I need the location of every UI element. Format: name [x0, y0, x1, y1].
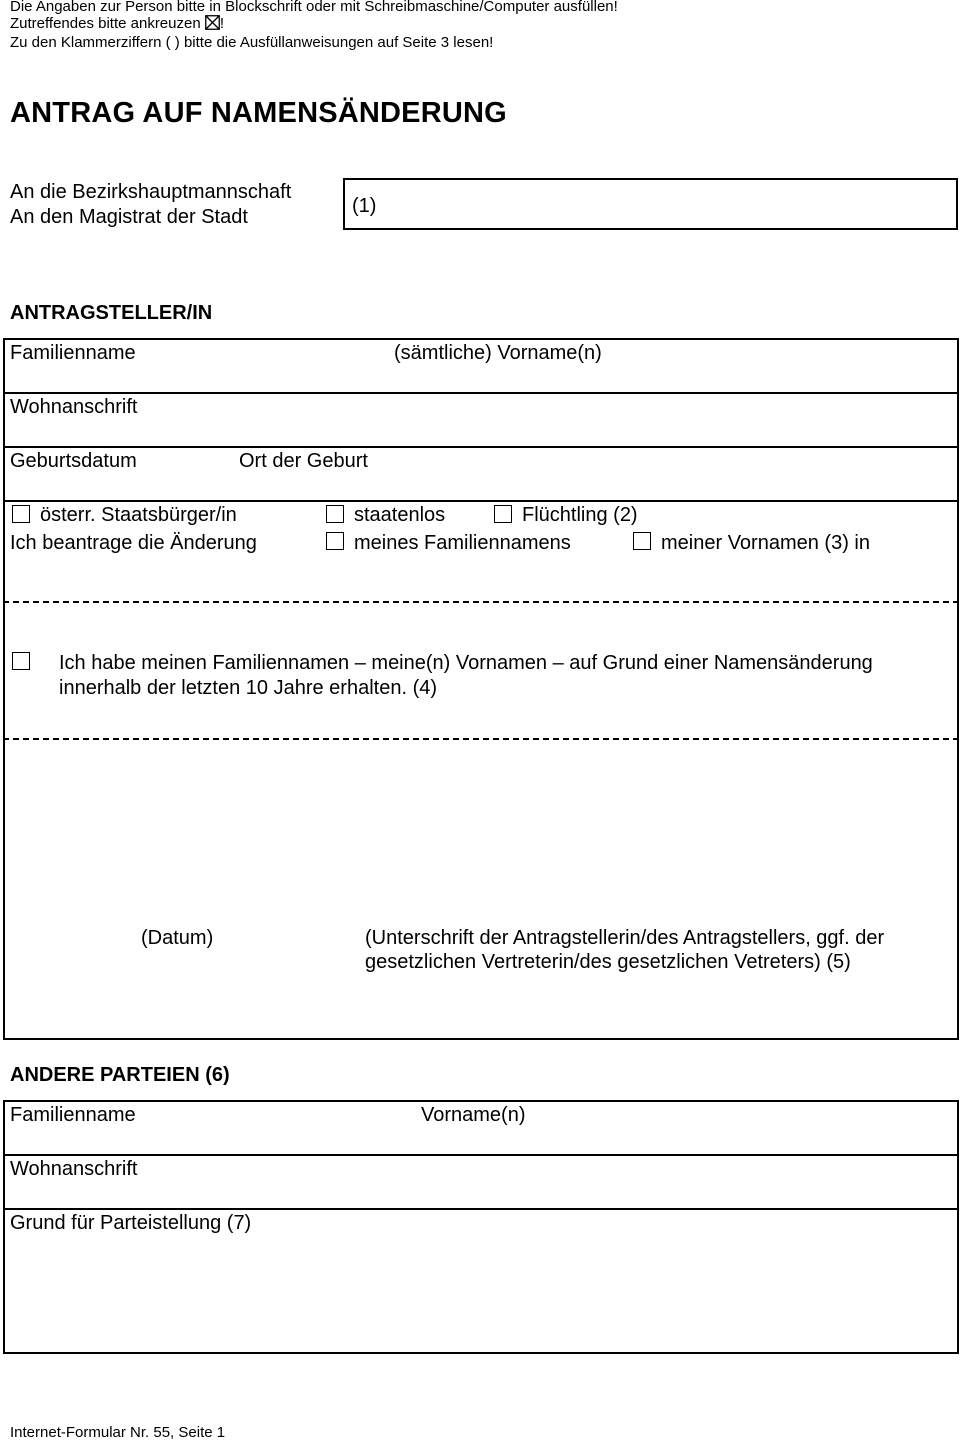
applicant-row-divider-2 [3, 446, 959, 448]
change-request-label: Ich beantrage die Änderung [10, 532, 257, 554]
applicant-box-bottom [3, 1038, 959, 1040]
signature-line-1: (Unterschrift der Antragstellerin/des Antragstellers, ggf. der [365, 927, 885, 949]
applicant-birthdate-field[interactable]: Geburtsdatum [10, 450, 137, 472]
signature-line-2: gesetzlichen Vertreterin/des gesetzlichen Vetreters) (5) [365, 951, 851, 973]
addressee-field[interactable] [343, 178, 958, 230]
addressee-line-2: An den Magistrat der Stadt [10, 206, 248, 228]
checkbox-refugee[interactable] [494, 505, 512, 523]
applicant-heading: ANTRAGSTELLER/IN [10, 302, 213, 324]
addressee-field-note: (1) [352, 195, 377, 217]
label-change-surname: meines Familiennamens [354, 532, 571, 554]
signature-area[interactable] [10, 745, 950, 915]
checkbox-prior-name-change[interactable] [12, 652, 30, 670]
dashed-divider-2 [3, 738, 959, 740]
checkbox-change-firstnames[interactable] [633, 532, 651, 550]
other-box-left [3, 1100, 5, 1354]
prior-change-line-2: innerhalb der letzten 10 Jahre erhalten. (4) [59, 677, 438, 699]
other-row-divider-1 [3, 1154, 959, 1156]
applicant-row-divider-1 [3, 392, 959, 394]
applicant-row-divider-3 [3, 500, 959, 502]
dashed-divider-1 [3, 601, 959, 603]
other-box-top [3, 1100, 959, 1102]
other-firstnames-field[interactable]: Vorname(n) [421, 1104, 526, 1126]
applicant-firstnames-field[interactable]: (sämtliche) Vorname(n) [394, 342, 602, 364]
other-parties-heading: ANDERE PARTEIEN (6) [10, 1064, 230, 1086]
instruction-line-2 [10, 15, 224, 33]
other-surname-field[interactable]: Familienname [10, 1104, 136, 1126]
applicant-address-field[interactable]: Wohnanschrift [10, 396, 138, 418]
label-austrian-citizen: österr. Staatsbürger/in [40, 504, 237, 526]
label-change-firstnames: meiner Vornamen (3) in [661, 532, 870, 554]
new-name-field[interactable] [10, 560, 950, 598]
checkbox-stateless[interactable] [326, 505, 344, 523]
prior-change-line-1: Ich habe meinen Familiennamen – meine(n) Vornamen – auf Grund einer Namensänderung [59, 652, 873, 674]
instruction-line-3: Zu den Klammerziffern ( ) bitte die Ausfüllanweisungen auf Seite 3 lesen! [10, 34, 494, 51]
addressee-line-1: An die Bezirkshauptmannschaft [10, 181, 292, 203]
date-label: (Datum) [141, 927, 214, 949]
footer-form-number: Internet-Formular Nr. 55, Seite 1 [10, 1424, 226, 1441]
other-reason-field[interactable]: Grund für Parteistellung (7) [10, 1212, 252, 1234]
checkbox-change-surname[interactable] [326, 532, 344, 550]
page-title: ANTRAG AUF NAMENSÄNDERUNG [10, 97, 507, 129]
checkbox-austrian-citizen[interactable] [12, 505, 30, 523]
applicant-birthplace-field[interactable]: Ort der Geburt [239, 450, 368, 472]
instruction-line-2-suffix: ! [219, 15, 225, 32]
instruction-line-1: Die Angaben zur Person bitte in Blockschrift oder mit Schreibmaschine/Computer ausfüllen! [10, 0, 618, 15]
other-box-bottom [3, 1352, 959, 1354]
applicant-box-right [957, 338, 959, 1040]
instruction-line-2-text: Zutreffendes bitte ankreuzen [10, 15, 201, 32]
other-row-divider-2 [3, 1208, 959, 1210]
other-address-field[interactable]: Wohnanschrift [10, 1158, 138, 1180]
applicant-box-top [3, 338, 959, 340]
label-stateless: staatenlos [354, 504, 446, 526]
crossed-checkbox-icon [205, 15, 220, 30]
applicant-surname-field[interactable]: Familienname [10, 342, 136, 364]
label-refugee: Flüchtling (2) [522, 504, 638, 526]
other-box-right [957, 1100, 959, 1354]
applicant-box-left [3, 338, 5, 1040]
